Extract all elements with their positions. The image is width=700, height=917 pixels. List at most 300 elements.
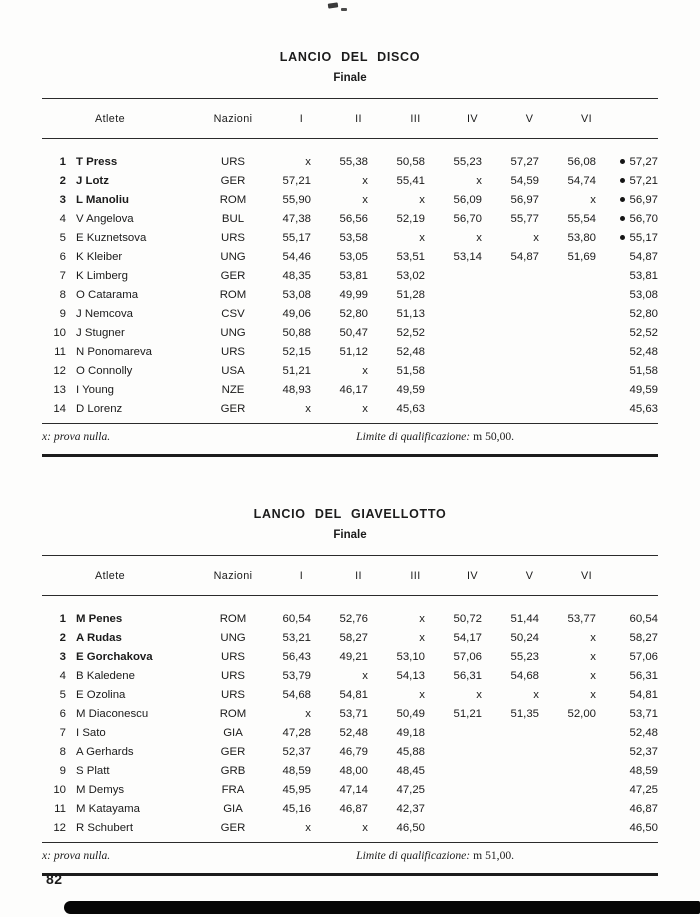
- result-cell: [606, 781, 658, 800]
- attempt-cell-2: x: [362, 403, 368, 415]
- attempt-cell-4: [435, 324, 492, 343]
- attempt-cell-1: 53,08: [282, 289, 311, 301]
- result-cell: [606, 686, 658, 705]
- athlete-name-cell: E Ozolina: [76, 689, 126, 701]
- footnote-javelin: [42, 848, 658, 864]
- attempt-cell-2: 51,12: [339, 346, 368, 358]
- attempt-cell-4: 51,21: [453, 708, 482, 720]
- attempt-cell-2: 47,14: [339, 784, 368, 796]
- attempt-cell-1: 52,15: [282, 346, 311, 358]
- rank-cell: 11: [54, 803, 66, 815]
- nation-cell: URS: [220, 156, 246, 168]
- result-value: 49,59: [629, 384, 658, 396]
- athlete-name-cell: A Gerhards: [76, 746, 134, 758]
- athlete-name-cell: M Diaconescu: [76, 708, 149, 720]
- attempt-cell-2: 52,80: [339, 308, 368, 320]
- rank-cell: 12: [53, 365, 66, 377]
- event-title-javelin: LANCIO DEL GIAVELLOTTO: [253, 507, 447, 521]
- athlete-name-cell: D Lorenz: [76, 403, 123, 415]
- rank-cell: 5: [59, 689, 66, 701]
- attempt-cell-5: 55,77: [510, 213, 539, 225]
- attempt-cell-5: [492, 743, 549, 762]
- event-subtitle-javelin: Finale: [333, 529, 367, 541]
- rank-cell: 2: [59, 632, 66, 644]
- nation-cell: GIA: [223, 727, 243, 739]
- athlete-name-cell: A Rudas: [76, 632, 122, 644]
- attempt-cell-3: x: [419, 194, 425, 206]
- attempt-cell-2: 46,79: [339, 746, 368, 758]
- attempt-cell-4: [435, 286, 492, 305]
- nation-cell: URS: [220, 689, 246, 701]
- result-cell: [606, 667, 658, 686]
- section-discus: [42, 50, 658, 457]
- attempt-cell-4: [435, 781, 492, 800]
- attempt-cell-3: 46,50: [396, 822, 425, 834]
- attempt-cell-1: x: [305, 822, 311, 834]
- attempt-cell-1: 47,38: [282, 213, 311, 225]
- result-value: 53,08: [629, 289, 658, 301]
- result-value: 52,48: [629, 727, 658, 739]
- col-header-attempt-6: VI: [580, 112, 592, 125]
- result-value: 60,54: [629, 613, 658, 625]
- nation-cell: ROM: [219, 194, 247, 206]
- attempt-cell-4: x: [476, 689, 482, 701]
- attempt-cell-2: 53,81: [339, 270, 368, 282]
- athlete-name-cell: M Penes: [76, 613, 123, 625]
- athlete-name-cell: I Sato: [76, 727, 106, 739]
- result-value: 57,27: [629, 156, 658, 168]
- footnote-limit-label: Limite di qualificazione:: [356, 849, 471, 862]
- attempt-cell-6: [549, 305, 606, 324]
- col-header-rank: [42, 556, 66, 596]
- attempt-cell-1: 48,93: [282, 384, 311, 396]
- col-header-attempt-2: II: [355, 112, 362, 125]
- result-value: 58,27: [629, 632, 658, 644]
- col-header-rank: [42, 99, 66, 139]
- col-header-attempt-1: I: [299, 112, 304, 125]
- athlete-name-cell: I Young: [76, 384, 115, 396]
- attempt-cell-2: 56,56: [339, 213, 368, 225]
- attempt-cell-1: 54,46: [282, 251, 311, 263]
- col-header-attempt-4: IV: [466, 569, 478, 582]
- attempt-cell-5: [492, 819, 549, 843]
- result-value: 56,97: [629, 194, 658, 206]
- attempt-cell-4: [435, 743, 492, 762]
- attempt-cell-1: x: [305, 708, 311, 720]
- attempt-cell-2: x: [362, 175, 368, 187]
- result-cell: [606, 210, 658, 229]
- nation-cell: UNG: [220, 632, 246, 644]
- results-table-javelin: [42, 555, 658, 843]
- attempt-cell-4: 56,31: [453, 670, 482, 682]
- attempt-cell-6: [549, 381, 606, 400]
- athlete-name-cell: L Manoliu: [76, 194, 129, 206]
- attempt-cell-2: x: [362, 365, 368, 377]
- col-header-attempt-5: V: [525, 569, 534, 582]
- attempt-cell-6: 51,69: [567, 251, 596, 263]
- athlete-name-cell: R Schubert: [76, 822, 133, 834]
- col-header-attempt-3: III: [410, 112, 421, 125]
- attempt-cell-6: [549, 800, 606, 819]
- attempt-cell-3: 53,10: [396, 651, 425, 663]
- attempt-cell-2: x: [362, 822, 368, 834]
- rank-cell: 9: [59, 308, 66, 320]
- attempt-cell-5: [492, 762, 549, 781]
- attempt-cell-3: 49,59: [396, 384, 425, 396]
- attempt-cell-1: 56,43: [282, 651, 311, 663]
- result-row: [42, 286, 658, 305]
- col-header-nation: Nazioni: [213, 569, 253, 582]
- nation-cell: ROM: [219, 708, 247, 720]
- result-value: 54,81: [629, 689, 658, 701]
- attempt-cell-3: 53,51: [396, 251, 425, 263]
- result-value: 53,81: [629, 270, 658, 282]
- result-cell: [606, 172, 658, 191]
- athlete-name-cell: J Lotz: [76, 175, 109, 187]
- attempt-cell-6: 56,08: [567, 156, 596, 168]
- attempt-cell-2: 55,38: [339, 156, 368, 168]
- attempt-cell-1: 53,21: [282, 632, 311, 644]
- finalist-bullet-icon: [620, 178, 625, 183]
- attempt-cell-1: 54,68: [282, 689, 311, 701]
- attempt-cell-5: [492, 362, 549, 381]
- result-cell: [606, 381, 658, 400]
- nation-cell: GIA: [223, 803, 243, 815]
- rank-cell: 3: [59, 651, 66, 663]
- attempt-cell-5: x: [533, 232, 539, 244]
- attempt-cell-3: x: [419, 613, 425, 625]
- attempt-cell-6: x: [590, 651, 596, 663]
- attempt-cell-6: x: [590, 689, 596, 701]
- attempt-cell-6: 53,77: [567, 613, 596, 625]
- attempt-cell-5: 56,97: [510, 194, 539, 206]
- footnote-limit-value: m 50,00.: [473, 430, 515, 443]
- attempt-cell-6: [549, 286, 606, 305]
- result-row: [42, 800, 658, 819]
- result-cell: [606, 286, 658, 305]
- nation-cell: ROM: [219, 289, 247, 301]
- athlete-name-cell: M Katayama: [76, 803, 140, 815]
- attempt-cell-5: [492, 724, 549, 743]
- attempt-cell-5: 50,24: [510, 632, 539, 644]
- attempt-cell-5: 51,35: [510, 708, 539, 720]
- rank-cell: 9: [59, 765, 66, 777]
- scan-artifact: [328, 2, 339, 8]
- attempt-cell-1: 45,95: [282, 784, 311, 796]
- attempt-cell-4: 55,23: [453, 156, 482, 168]
- attempt-cell-6: 53,80: [567, 232, 596, 244]
- result-value: 52,52: [629, 327, 658, 339]
- attempt-cell-4: [435, 819, 492, 843]
- result-cell: [606, 139, 658, 173]
- result-cell: [606, 343, 658, 362]
- col-header-attempt-2: II: [355, 569, 362, 582]
- result-cell: [606, 267, 658, 286]
- rank-cell: 7: [59, 270, 66, 282]
- attempt-cell-5: [492, 286, 549, 305]
- attempt-cell-4: [435, 267, 492, 286]
- attempt-cell-6: [549, 819, 606, 843]
- result-value: 52,80: [629, 308, 658, 320]
- attempt-cell-5: [492, 400, 549, 424]
- result-value: 57,21: [629, 175, 658, 187]
- scan-artifact: [341, 8, 347, 11]
- result-row: [42, 343, 658, 362]
- attempt-cell-4: 54,17: [453, 632, 482, 644]
- result-cell: [606, 305, 658, 324]
- col-header-result: [606, 556, 658, 596]
- rank-cell: 10: [53, 784, 66, 796]
- page-content: [42, 50, 658, 876]
- nation-cell: GER: [220, 403, 246, 415]
- nation-cell: UNG: [220, 327, 246, 339]
- attempt-cell-4: [435, 381, 492, 400]
- col-header-attempt-5: V: [525, 112, 534, 125]
- attempt-cell-6: 52,00: [567, 708, 596, 720]
- nation-cell: BUL: [221, 213, 245, 225]
- attempt-cell-5: 57,27: [510, 156, 539, 168]
- result-value: 51,58: [629, 365, 658, 377]
- col-header-nation: Nazioni: [213, 112, 253, 125]
- attempt-cell-5: [492, 781, 549, 800]
- attempt-cell-6: [549, 724, 606, 743]
- result-cell: [606, 596, 658, 630]
- attempt-cell-6: 55,54: [567, 213, 596, 225]
- attempt-cell-1: 48,35: [282, 270, 311, 282]
- page-number: 82: [46, 871, 63, 887]
- attempt-cell-3: 55,41: [396, 175, 425, 187]
- rank-cell: 10: [53, 327, 66, 339]
- athlete-name-cell: S Platt: [76, 765, 110, 777]
- athlete-name-cell: J Stugner: [76, 327, 125, 339]
- col-header-attempt-3: III: [410, 569, 421, 582]
- athlete-name-cell: T Press: [76, 156, 118, 168]
- attempt-cell-4: x: [476, 232, 482, 244]
- rank-cell: 13: [53, 384, 66, 396]
- attempt-cell-5: 51,44: [510, 613, 539, 625]
- result-row: [42, 781, 658, 800]
- nation-cell: GER: [220, 270, 246, 282]
- result-row: [42, 762, 658, 781]
- attempt-cell-1: 52,37: [282, 746, 311, 758]
- attempt-cell-5: 54,87: [510, 251, 539, 263]
- result-row: [42, 648, 658, 667]
- results-table-discus: [42, 98, 658, 424]
- rank-cell: 8: [59, 746, 66, 758]
- attempt-cell-6: [549, 324, 606, 343]
- header-row: [42, 99, 658, 139]
- finalist-bullet-icon: [620, 159, 625, 164]
- table-bottom-rule: [42, 454, 658, 457]
- nation-cell: GER: [220, 822, 246, 834]
- attempt-cell-4: [435, 724, 492, 743]
- attempt-cell-5: [492, 267, 549, 286]
- result-row: [42, 705, 658, 724]
- attempt-cell-6: [549, 343, 606, 362]
- result-value: 46,50: [629, 822, 658, 834]
- nation-cell: URS: [220, 346, 246, 358]
- results-body-javelin: [42, 596, 658, 843]
- result-cell: [606, 724, 658, 743]
- nation-cell: UNG: [220, 251, 246, 263]
- attempt-cell-1: 60,54: [282, 613, 311, 625]
- rank-cell: 2: [59, 175, 66, 187]
- rank-cell: 4: [59, 213, 66, 225]
- result-value: 57,06: [629, 651, 658, 663]
- rank-cell: 3: [59, 194, 66, 206]
- attempt-cell-3: 51,28: [396, 289, 425, 301]
- attempt-cell-4: [435, 762, 492, 781]
- result-cell: [606, 762, 658, 781]
- footnote-marker: x: prova nulla.: [42, 430, 111, 443]
- result-row: [42, 400, 658, 424]
- result-row: [42, 305, 658, 324]
- athlete-name-cell: B Kaledene: [76, 670, 135, 682]
- result-row: [42, 667, 658, 686]
- attempt-cell-2: x: [362, 194, 368, 206]
- result-cell: [606, 229, 658, 248]
- attempt-cell-1: 50,88: [282, 327, 311, 339]
- nation-cell: GER: [220, 746, 246, 758]
- footnote-limit-value: m 51,00.: [473, 849, 515, 862]
- attempt-cell-1: 53,79: [282, 670, 311, 682]
- attempt-cell-1: 57,21: [282, 175, 311, 187]
- athlete-name-cell: E Gorchakova: [76, 651, 153, 663]
- result-row: [42, 686, 658, 705]
- result-value: 56,31: [629, 670, 658, 682]
- attempt-cell-3: 42,37: [396, 803, 425, 815]
- result-value: 48,59: [629, 765, 658, 777]
- attempt-cell-1: 51,21: [282, 365, 311, 377]
- athlete-name-cell: O Connolly: [76, 365, 133, 377]
- col-header-athlete: Atlete: [94, 112, 125, 125]
- athlete-name-cell: O Catarama: [76, 289, 139, 301]
- result-value: 45,63: [629, 403, 658, 415]
- result-row: [42, 381, 658, 400]
- attempt-cell-3: 53,02: [396, 270, 425, 282]
- footnote-limit: [356, 848, 514, 863]
- result-row: [42, 267, 658, 286]
- rank-cell: 12: [53, 822, 66, 834]
- attempt-cell-2: 50,47: [339, 327, 368, 339]
- result-cell: [606, 705, 658, 724]
- attempt-cell-3: 51,13: [396, 308, 425, 320]
- attempt-cell-3: 45,63: [396, 403, 425, 415]
- result-row: [42, 629, 658, 648]
- attempt-cell-4: 56,09: [453, 194, 482, 206]
- col-header-result: [606, 99, 658, 139]
- result-row: [42, 139, 658, 173]
- attempt-cell-2: 53,71: [339, 708, 368, 720]
- col-header-attempt-6: VI: [580, 569, 592, 582]
- nation-cell: CSV: [221, 308, 245, 320]
- attempt-cell-1: 55,17: [282, 232, 311, 244]
- result-row: [42, 210, 658, 229]
- attempt-cell-5: [492, 305, 549, 324]
- result-row: [42, 229, 658, 248]
- nation-cell: URS: [220, 670, 246, 682]
- attempt-cell-6: [549, 362, 606, 381]
- attempt-cell-1: 49,06: [282, 308, 311, 320]
- result-cell: [606, 648, 658, 667]
- attempt-cell-5: [492, 324, 549, 343]
- athlete-name-cell: V Angelova: [76, 213, 134, 225]
- result-cell: [606, 248, 658, 267]
- rank-cell: 11: [54, 346, 66, 358]
- nation-cell: GER: [220, 175, 246, 187]
- footnote-limit: [356, 429, 514, 444]
- attempt-cell-2: 54,81: [339, 689, 368, 701]
- nation-cell: URS: [220, 651, 246, 663]
- result-row: [42, 248, 658, 267]
- result-value: 52,37: [629, 746, 658, 758]
- attempt-cell-4: [435, 305, 492, 324]
- finalist-bullet-icon: [620, 235, 625, 240]
- result-cell: [606, 324, 658, 343]
- attempt-cell-6: [549, 743, 606, 762]
- result-row: [42, 172, 658, 191]
- nation-cell: FRA: [221, 784, 245, 796]
- athlete-name-cell: N Ponomareva: [76, 346, 152, 358]
- attempt-cell-1: 48,59: [282, 765, 311, 777]
- rank-cell: 14: [53, 403, 66, 415]
- result-row: [42, 362, 658, 381]
- attempt-cell-3: 52,19: [396, 213, 425, 225]
- attempt-cell-1: x: [305, 403, 311, 415]
- attempt-cell-1: 45,16: [282, 803, 311, 815]
- finalist-bullet-icon: [620, 216, 625, 221]
- attempt-cell-2: 52,76: [339, 613, 368, 625]
- attempt-cell-6: [549, 400, 606, 424]
- event-title-discus: LANCIO DEL DISCO: [279, 50, 421, 64]
- attempt-cell-3: 52,48: [396, 346, 425, 358]
- result-cell: [606, 400, 658, 424]
- col-header-attempt-1: I: [299, 569, 304, 582]
- rank-cell: 7: [59, 727, 66, 739]
- attempt-cell-6: x: [590, 194, 596, 206]
- attempt-cell-4: [435, 343, 492, 362]
- attempt-cell-6: x: [590, 632, 596, 644]
- result-cell: [606, 191, 658, 210]
- attempt-cell-5: [492, 800, 549, 819]
- result-row: [42, 596, 658, 630]
- rank-cell: 4: [59, 670, 66, 682]
- athlete-name-cell: K Kleiber: [76, 251, 123, 263]
- attempt-cell-5: [492, 381, 549, 400]
- footnote-marker: x: prova nulla.: [42, 849, 111, 862]
- attempt-cell-6: [549, 267, 606, 286]
- footnote-limit-label: Limite di qualificazione:: [356, 430, 471, 443]
- attempt-cell-2: 48,00: [339, 765, 368, 777]
- attempt-cell-5: 54,68: [510, 670, 539, 682]
- event-subtitle-discus: Finale: [333, 72, 367, 84]
- attempt-cell-6: [549, 781, 606, 800]
- attempt-cell-5: [492, 343, 549, 362]
- attempt-cell-3: 47,25: [396, 784, 425, 796]
- attempt-cell-2: 49,99: [339, 289, 368, 301]
- rank-cell: 1: [59, 613, 66, 625]
- attempt-cell-6: [549, 762, 606, 781]
- attempt-cell-3: 45,88: [396, 746, 425, 758]
- attempt-cell-3: 49,18: [396, 727, 425, 739]
- attempt-cell-2: 53,58: [339, 232, 368, 244]
- rank-cell: 1: [59, 156, 66, 168]
- attempt-cell-5: 55,23: [510, 651, 539, 663]
- attempt-cell-3: 48,45: [396, 765, 425, 777]
- attempt-cell-2: 52,48: [339, 727, 368, 739]
- rank-cell: 6: [59, 708, 66, 720]
- attempt-cell-3: 54,13: [396, 670, 425, 682]
